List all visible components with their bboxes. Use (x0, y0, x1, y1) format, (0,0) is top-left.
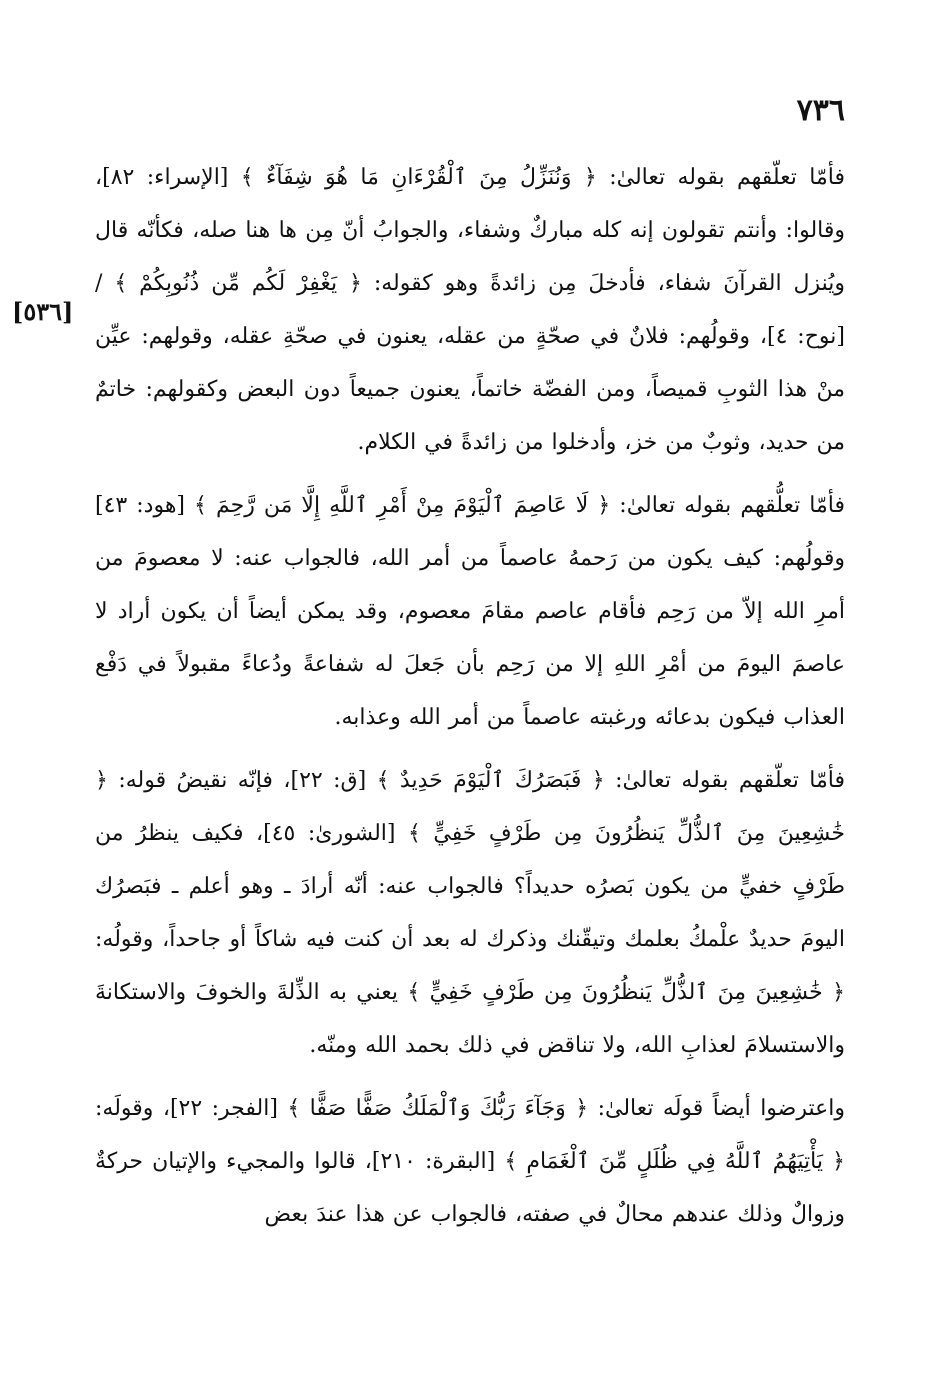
main-text (95, 151, 845, 1241)
marginal-page-reference: [٥٣٦] (12, 297, 74, 326)
paragraph-3: فأمّا تعلّقهم بقوله تعالىٰ: ﴿ فَبَصَرُكَ ٱلْيَوْمَ حَدِيدٌ ﴾ [ق: ٢٢]، فإنّه نقيضُ قوله: ﴿ خَٰشِعِينَ مِنَ ٱلذُّلِّ يَنظُرُونَ مِن طَرْفٍ خَفِيٍّ ﴾ [الشورىٰ: ٤٥]، فكيف ينظرُ من طَرْفٍ خفيٍّ من يكون بَصرُه حديداً؟ فالجواب عنه: أنّه أرادَ ـ وهو أعلم ـ فبَصرُك اليومَ حديدٌ علْمكُ بعلمك وتيقّنك وذكرك له بعد أن كنت فيه شاكاً أو جاحداً، وقولُه: ﴿ خَٰشِعِينَ مِنَ ٱلذُّلِّ يَنظُرُونَ مِن طَرْفٍ خَفِيٍّ ﴾ يعني به الذِّلةَ والخوفَ والاستكانةَ والاستسلامَ لعذابِ الله، ولا تناقض في ذلك بحمد الله ومنّه. (95, 768, 845, 1058)
paragraph-4: واعترضوا أيضاً قولَه تعالىٰ: ﴿ وَجَآءَ رَبُّكَ وَٱلْمَلَكُ صَفًّا صَفًّا ﴾ [الفجر: ٢٢]، وقولَه: ﴿ يَأْتِيَهُمُ ٱللَّهُ فِي ظُلَلٍ مِّنَ ٱلْغَمَامِ ﴾ [البقرة: ٢١٠]، قالوا والمجيء والإتيان حركةٌ وزوالٌ وذلك عندهم محالٌ في صفته، فالجواب عن هذا عندَ بعض (95, 1096, 845, 1227)
paragraph-2: فأمّا تعلُّقهم بقوله تعالىٰ: ﴿ لَا عَاصِمَ ٱلْيَوْمَ مِنْ أَمْرِ ٱللَّهِ إِلَّا مَن رَّحِمَ ﴾ [هود: ٤٣] وقولُهم: كيف يكون من رَحمهُ عاصماً من أمر الله، فالجواب عنه: لا معصومَ من أمرِ الله إلاّ من رَحِم فأقام عاصم مقامَ معصوم، وقد يمكن أيضاً أن يكون أراد لا عاصمَ اليومَ من أمْرِ اللهِ إلا من رَحِم بأن جَعلَ له شفاعةً ودُعاءً مقبولاً في دَفْع العذاب فيكون بدعائه ورغبته عاصماً من أمر الله وعذابه. (95, 493, 845, 730)
paragraph-1: فأمّا تعلّقهم بقوله تعالىٰ: ﴿ وَنُنَزِّلُ مِنَ ٱلْقُرْءَانِ مَا هُوَ شِفَآءٌ ﴾ [الإسراء: ٨٢]، وقالوا: وأنتم تقولون إنه كله مباركٌ وشفاء، والجوابُ أنّ مِن ها هنا صله، فكأنّه قال ويُنزل القرآنَ شفاء، فأدخلَ مِن زائدةً وهو كقوله: ﴿ يَغْفِرْ لَكُم مِّن ذُنُوبِكُمْ ﴾ / [نوح: ٤]، وقولُهم: فلانٌ في صحّةٍ من عقله، يعنون في صحّةِ عقله، وقولهم: عيِّن منْ هذا الثوبِ قميصاً، ومن الفضّة خاتماً، يعنون جميعاً دون البعض وكقولهم: خاتمٌ من حديد، وثوبٌ من خز، وأدخلوا من زائدةً في الكلام. (95, 165, 845, 455)
page-number: ٧٣٦ (796, 93, 845, 128)
